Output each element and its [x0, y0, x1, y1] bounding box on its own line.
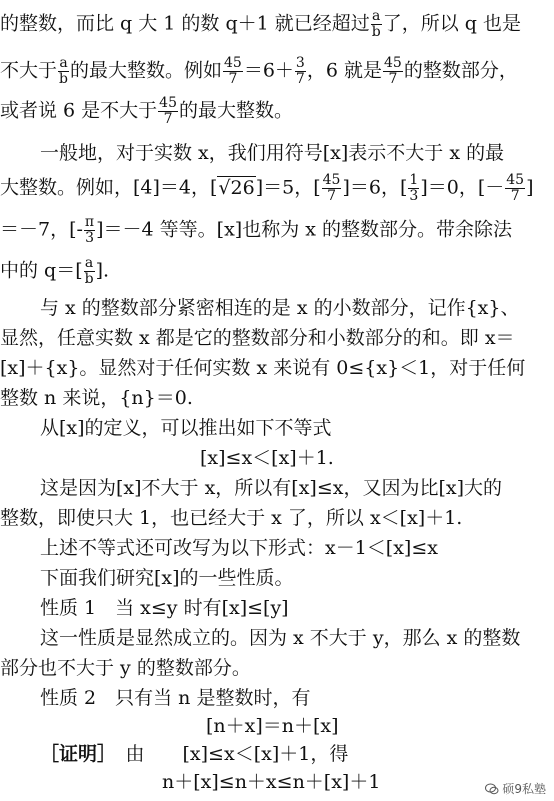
text-line-7: 中的 q＝[ $\frac{a}{b}$ ].	[0, 255, 110, 287]
text-line-16: 上述不等式还可改写为以下形式：x－1＜[x]≤x	[40, 537, 438, 559]
proof-label: ［证明］	[40, 743, 107, 765]
text-line-17: 下面我们研究[x]的一些性质。	[40, 567, 294, 589]
fraction: $\frac{a}{b}$	[84, 255, 94, 287]
fraction: $\frac{45}{7}$	[159, 95, 177, 127]
watermark-text: 硕9私塾	[502, 782, 546, 796]
text-line-19: 这一性质是显然成立的。因为 x 不大于 y，那么 x 的整数	[40, 627, 521, 649]
text-line-5: 大整数。例如，[4]＝4，[√26]＝5，[ $\frac{45}{7}$ ]＝6，[ $\frac{1}{3}$ ]＝0，[－ $\frac{45}{7}$ ]	[0, 172, 534, 204]
text-line-1: 的整数，而比 q 大 1 的数 q＋1 就已经超过 $\frac{a}{b}$ 了，所以 q 也是	[0, 8, 521, 40]
proof-text: 由 [x]≤x＜[x]＋1，得	[106, 743, 349, 765]
fraction: $\frac{45}{7}$	[322, 172, 341, 204]
fraction: $\frac{3}{7}$	[295, 55, 305, 87]
fraction: $\frac{1}{3}$	[409, 172, 419, 204]
wechat-icon	[485, 782, 499, 796]
text-line-14: 这是因为[x]不大于 x，所以有[x]≤x，又因为比[x]大的	[40, 477, 503, 499]
text-line-8: 与 x 的整数部分紧密相连的是 x 的小数部分，记作{x}、	[40, 297, 520, 319]
text-line-20: 部分也不大于 y 的整数部分。	[0, 657, 251, 679]
fraction: $\frac{45}{7}$	[224, 55, 242, 87]
text-line-6: ＝－7，[- $\frac{\pi}{3}$ ]＝－4 等等。[x]也称为 x 的整数部分。带余除法	[0, 214, 513, 246]
fraction: $\frac{a}{b}$	[371, 8, 381, 40]
text-line-12: 从[x]的定义，可以推出如下不等式	[40, 417, 332, 439]
formula-line-22: [n＋x]＝n＋[x]	[206, 715, 339, 737]
text-line-4: 一般地，对于实数 x，我们用符号[x]表示不大于 x 的最	[40, 142, 505, 164]
text-line-11: 整数 n 来说，{n}＝0.	[0, 387, 193, 409]
text-line-10: [x]＋{x}。显然对于任何实数 x 来说有 0≤{x}＜1，对于任何	[0, 357, 526, 379]
text-line-9: 显然，任意实数 x 都是它的整数部分和小数部分的和。即 x＝	[0, 327, 515, 349]
text-line-15: 整数，即使只大 1，也已经大于 x 了，所以 x＜[x]＋1.	[0, 507, 463, 529]
text-line-2: 不大于 $\frac{a}{b}$ 的最大整数。例如 $\frac{45}{7}$ ＝6＋ $\frac{3}{7}$ ，6 就是 $\frac{45}{7}$ 的整数部分，	[0, 55, 518, 87]
fraction: $\frac{45}{7}$	[383, 55, 402, 87]
text-line-18: 性质 1 当 x≤y 时有[x]≤[y]	[40, 597, 289, 619]
formula-line-24: n＋[x]≤n＋x≤n＋[x]＋1	[162, 771, 381, 793]
formula-line-13: [x]≤x＜[x]＋1.	[200, 447, 334, 469]
sqrt-expression: √26	[218, 176, 255, 199]
proof-line-23	[0, 742, 554, 766]
fraction: $\frac{\pi}{3}$	[84, 214, 95, 246]
text-line-3: 或者说 6 是不大于 $\frac{45}{7}$ 的最大整数。	[0, 95, 294, 127]
watermark	[485, 780, 546, 797]
fraction: $\frac{a}{b}$	[59, 55, 68, 87]
text-line-21: 性质 2 只有当 n 是整数时，有	[40, 687, 311, 709]
fraction: $\frac{45}{7}$	[506, 172, 525, 204]
